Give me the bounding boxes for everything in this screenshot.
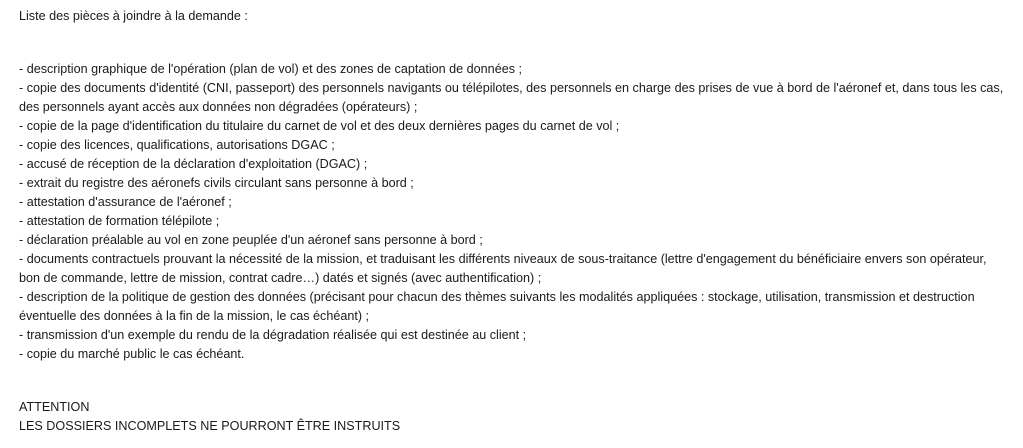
list-item: - copie des documents d'identité (CNI, passeport) des personnels navigants ou télépilotes, des personnels en charge des prises de vue à bord de l'aéronef et, dans tous les cas, des personnels ayant accès aux données non dégradées (opérateurs) ; <box>19 81 1004 114</box>
required-documents-list <box>19 60 1009 364</box>
list-item: - documents contractuels prouvant la nécessité de la mission, et traduisant les différents niveaux de sous-traitance (lettre d'engagement du bénéficiaire envers son opérateur, bon de commande, lettre de mission, contrat cadre…) datés et signés (avec authentification) ; <box>19 252 987 285</box>
list-item: - description de la politique de gestion des données (précisant pour chacun des thèmes suivants les modalités appliquées : stockage, utilisation, transmission et destruction éventuelle des données à la fin de la mission, le cas échéant) ; <box>19 290 975 323</box>
document-body <box>19 7 1009 436</box>
warning-message: LES DOSSIERS INCOMPLETS NE POURRONT ÊTRE INSTRUITS <box>19 419 401 433</box>
list-item: - attestation de formation télépilote ; <box>19 214 220 228</box>
list-item: - extrait du registre des aéronefs civils circulant sans personne à bord ; <box>19 176 414 190</box>
list-item: - copie de la page d'identification du titulaire du carnet de vol et des deux dernières pages du carnet de vol ; <box>19 119 620 133</box>
intro-text: Liste des pièces à joindre à la demande : <box>19 9 248 23</box>
list-item: - transmission d'un exemple du rendu de la dégradation réalisée qui est destinée au client ; <box>19 328 527 342</box>
list-item: - copie des licences, qualifications, autorisations DGAC ; <box>19 138 335 152</box>
list-item: - attestation d'assurance de l'aéronef ; <box>19 195 232 209</box>
list-item: - copie du marché public le cas échéant. <box>19 347 245 361</box>
list-item: - accusé de réception de la déclaration d'exploitation (DGAC) ; <box>19 157 368 171</box>
list-item: - description graphique de l'opération (plan de vol) et des zones de captation de données ; <box>19 62 522 76</box>
list-item: - déclaration préalable au vol en zone peuplée d'un aéronef sans personne à bord ; <box>19 233 483 247</box>
warning-block <box>19 398 1009 436</box>
warning-title: ATTENTION <box>19 400 90 414</box>
